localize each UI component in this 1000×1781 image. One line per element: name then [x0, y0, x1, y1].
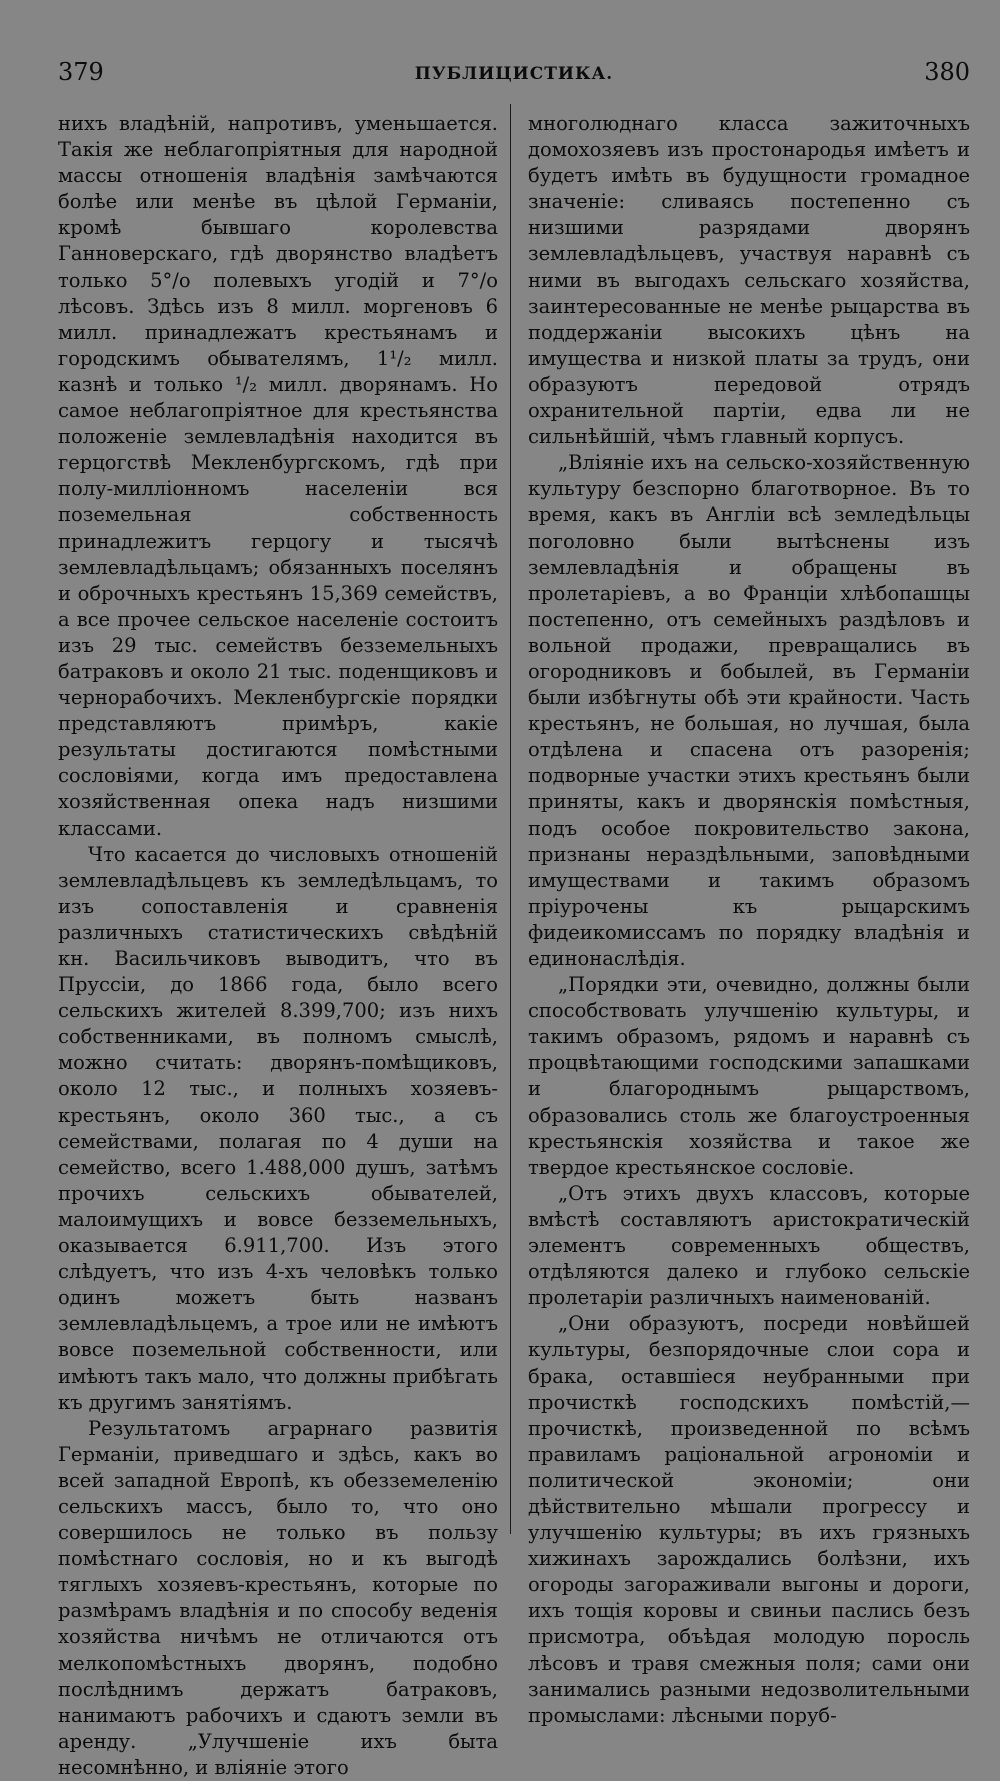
running-title: ПУБЛИЦИСТИКА.	[414, 64, 614, 84]
paragraph: многолюднаго класса зажиточныхъ домохозяевъ изъ простонародья имѣетъ и будетъ имѣть въ будущности громадное значеніе: сливаясь постепенно съ низшими разрядами дворянъ землевладѣльцевъ, участвуя наравнѣ съ ними въ выгодахъ сельскаго хозяйства, заинтересованные не менѣе рыцарства въ поддержаніи высокихъ цѣнъ на имущества и низкой платы за трудъ, они образуютъ передовой отрядъ охранительной партіи, едва ли не сильнѣйшій, чѣмъ главный корпусъ.	[528, 112, 970, 449]
page-header	[58, 58, 970, 92]
column-divider	[510, 104, 511, 1534]
left-column	[58, 111, 498, 1781]
paragraph: нихъ владѣній, напротивъ, уменьшается. Такія же неблагопріятныя для народной массы отношенія владѣнія замѣчаются болѣе или менѣе въ цѣлой Германіи, кромѣ бывшаго королевства Ганноверскаго, гдѣ дворянство владѣетъ только 5°/о полевыхъ угодій и 7°/о лѣсовъ. Здѣсь изъ 8 милл. моргеновъ 6 милл. принадлежатъ крестьянамъ и городскимъ обывателямъ, 1¹/₂ милл. казнѣ и только ¹/₂ милл. дворянамъ. Но самое неблагопріятное для крестьянства положеніе землевладѣнія находится въ герцогствѣ Мекленбургскомъ, гдѣ при полу-милліонномъ населеніи вся поземельная собственность принадлежитъ герцогу и тысячѣ землевладѣльцамъ; обязанныхъ поселянъ и оброчныхъ крестьянъ 15,369 семействъ, а все прочее сельское населеніе состоитъ изъ 29 тыс. семействъ безземельныхъ батраковъ и около 21 тыс. поденщиковъ и чернорабочихъ. Мекленбургскіе порядки представляютъ примѣръ, какіе результаты достигаются помѣстными сословіями, когда имъ предоставлена хозяйственная опека надъ низшими классами.	[58, 112, 498, 840]
paragraph: „Порядки эти, очевидно, должны были способствовать улучшенію культуры, и такимъ образомъ, рядомъ и наравнѣ съ процвѣтающими господскими запашками и благороднымъ рыцарствомъ, образовались столь же благоустроенныя крестьянскія хозяйства и такое же твердое крестьянское сословіе.	[528, 973, 970, 1179]
paragraph: Результатомъ аграрнаго развитія Германіи, приведшаго и здѣсь, какъ во всей западной Европѣ, къ обезземеленію сельскихъ массъ, было то, что оно совершилось не только въ пользу помѣстнаго сословія, но и къ выгодѣ тяглыхъ хозяевъ-крестьянъ, которые по размѣрамъ владѣнія и по способу веденія хозяйства ничѣмъ не отличаются отъ мелкопомѣстныхъ дворянъ, подобно послѣднимъ держатъ батраковъ, нанимаютъ рабочихъ и сдаютъ земли въ аренду. „Улучшеніе ихъ быта несомнѣнно, и вліяніе этого	[58, 1416, 498, 1779]
paragraph: „Вліяніе ихъ на сельско-хозяйственную культуру безспорно благотворное. Въ то время, какъ въ Англіи всѣ земледѣльцы поголовно были вытѣснены изъ землевладѣнія и обращены въ пролетаріевъ, а во Франціи хлѣбопашцы постепенно, отъ семейныхъ раздѣловъ и вольной продажи, превращались въ огородниковъ и бобылей, въ Германіи были избѣгнуты обѣ эти крайности. Часть крестьянъ, не большая, но лучшая, была отдѣлена и спасена отъ разоренія; подворные участки этихъ крестьянъ были приняты, какъ и дворянскія помѣстныя, подъ особое покровительство закона, признаны нераздѣльными, заповѣдными имуществами и такимъ образомъ пріурочены къ рыцарскимъ фидеикомиссамъ по порядку владѣнія и единонаслѣдія.	[528, 451, 970, 970]
paragraph: „Отъ этихъ двухъ классовъ, которые вмѣстѣ составляютъ аристократическій элементъ современныхъ обществъ, отдѣляются далеко и глубоко сельскіе пролетаріи различныхъ наименованій.	[528, 1181, 970, 1310]
paragraph: „Они образуютъ, посреди новѣйшей культуры, безпорядочные слои сора и брака, оставшіеся неубранными при прочисткѣ господскихъ помѣстій,—прочисткѣ, произведенной по всѣмъ правиламъ раціональной агрономіи и политической экономіи; они дѣйствительно мѣшали прогрессу и улучшенію культуры; въ ихъ грязныхъ хижинахъ зарождались болѣзни, ихъ огороды загораживали выгоны и дороги, ихъ тощія коровы и свиньи паслись безъ присмотра, объѣдая молодую поросль лѣсовъ и травя смежныя поля; сами они занимались разными недозволительными промыслами: лѣсными поруб-	[528, 1312, 970, 1727]
right-column	[528, 111, 970, 1729]
paragraph: Что касается до числовыхъ отношеній землевладѣльцевъ къ земледѣльцамъ, то изъ сопоставленія и сравненія различныхъ статистическихъ свѣдѣній кн. Васильчиковъ выводитъ, что въ Пруссіи, до 1866 года, было всего сельскихъ жителей 8.399,700; изъ нихъ собственниками, въ полномъ смыслѣ, можно считать: дворянъ-помѣщиковъ, около 12 тыс., и полныхъ хозяевъ-крестьянъ, около 360 тыс., а съ семействами, полагая по 4 души на семейство, всего 1.488,000 душъ, затѣмъ прочихъ сельскихъ обывателей, малоимущихъ и вовсе безземельныхъ, оказывается 6.911,700. Изъ этого слѣдуетъ, что изъ 4-хъ человѣкъ только одинъ можетъ быть названъ землевладѣльцемъ, а трое или не имѣютъ вовсе поземельной собственности, или имѣютъ такъ мало, что должны прибѣгать къ другимъ занятіямъ.	[58, 842, 498, 1414]
page-number-left: 379	[58, 58, 104, 86]
page-number-right: 380	[924, 58, 970, 86]
